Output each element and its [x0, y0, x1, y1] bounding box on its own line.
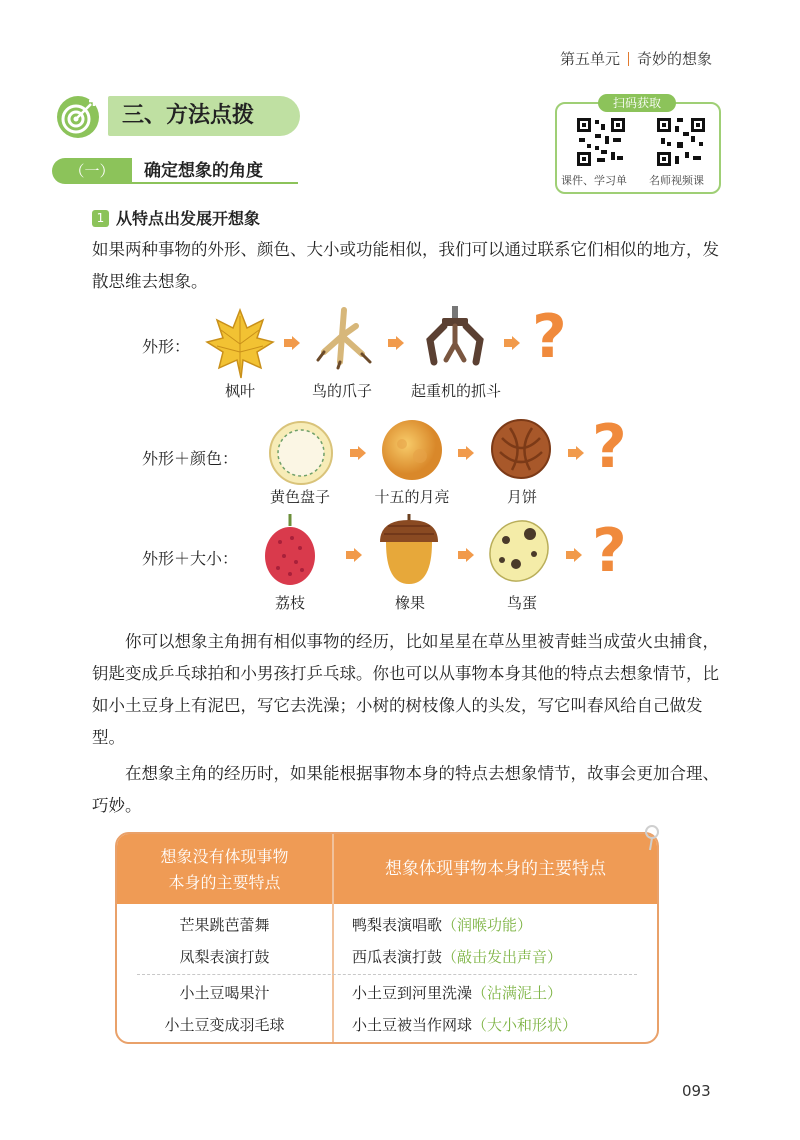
cell-text: 小土豆被当作网球 — [352, 1016, 473, 1034]
section-title: 三、方法点拨 — [108, 96, 300, 136]
cell-text: 小土豆到河里洗澡 — [352, 984, 473, 1002]
lychee-icon — [262, 512, 318, 588]
row-label-shape: 外形： — [142, 337, 191, 356]
unit-topic: 奇妙的想象 — [637, 50, 713, 68]
header-divider — [628, 52, 629, 66]
pin-icon — [640, 822, 664, 852]
item-label: 黄色盘子 — [269, 488, 330, 506]
question-mark: ? — [592, 412, 627, 482]
mooncake-icon — [490, 418, 552, 480]
page-number: 093 — [682, 1082, 711, 1100]
item-label: 鸟的爪子 — [311, 382, 372, 400]
qr-panel — [555, 102, 721, 194]
arrow-icon — [458, 446, 474, 460]
cell-text: 鸭梨表演唱歌 — [352, 916, 443, 934]
question-mark: ? — [592, 516, 627, 586]
cell-text: 西瓜表演打鼓 — [352, 948, 443, 966]
table-row-divider — [137, 974, 637, 975]
item-label: 鸟蛋 — [506, 594, 537, 612]
table-row: 芒果跳芭蕾舞 — [179, 916, 270, 934]
table-row: 小土豆变成羽毛球 — [164, 1016, 285, 1034]
table-row: 凤梨表演打鼓 — [179, 948, 270, 966]
body-paragraph-1: 你可以想象主角拥有相似事物的经历，比如星星在草丛里被青蛙当成萤火虫捕食，钥匙变成乒乓球拍和小男孩打乒乓球。你也可以从事物本身其他的特点去想象情节，比如小土豆身上有泥巴，写它去洗澡；小树的树枝像人的头发，写它叫春风给自己做发型。 — [92, 632, 719, 747]
subsection-title: 确定想象的角度 — [130, 158, 298, 184]
row-label-shape-size: 外形＋大小： — [142, 549, 239, 568]
item-label: 十五的月亮 — [374, 488, 450, 506]
cell-note: （敲击发出声音） — [442, 948, 563, 966]
body-paragraph-2: 在想象主角的经历时，如果能根据事物本身的特点去想象情节，故事会更加合理、巧妙。 — [92, 764, 719, 815]
arrow-icon — [566, 548, 582, 562]
item-label: 起重机的抓斗 — [410, 382, 501, 400]
item-label: 枫叶 — [224, 382, 255, 400]
arrow-icon — [568, 446, 584, 460]
acorn-icon — [376, 512, 442, 588]
cell-note: （润喉功能） — [442, 916, 533, 934]
qr-code-video[interactable] — [655, 116, 707, 168]
header-col1-line1: 想象没有体现事物 — [160, 847, 289, 866]
comparison-table — [115, 832, 659, 1044]
qr-left-label: 课件、学习单 — [561, 174, 627, 187]
table-row — [352, 982, 562, 1003]
point-title: 从特点出发展开想象 — [116, 209, 261, 228]
table-row — [352, 946, 562, 967]
table-row: 小土豆喝果汁 — [179, 984, 270, 1002]
table-header-col2: 想象体现事物本身的主要特点 — [385, 859, 606, 879]
arrow-icon — [350, 446, 366, 460]
item-label: 月饼 — [506, 488, 537, 506]
table-header-col1 — [117, 844, 332, 896]
item-label: 橡果 — [394, 594, 425, 612]
item-label: 荔枝 — [274, 594, 305, 612]
subsection-tag: （一） — [52, 158, 132, 184]
qr-right-label: 名师视频课 — [649, 174, 704, 187]
row-label-shape-color: 外形＋颜色： — [142, 449, 239, 468]
arrow-icon — [284, 336, 300, 350]
header-col1-line2: 本身的主要特点 — [168, 873, 281, 892]
intro-paragraph: 如果两种事物的外形、颜色、大小或功能相似，我们可以通过联系它们相似的地方，发散思维去想象。 — [92, 240, 719, 291]
crane-grab-icon — [422, 304, 488, 370]
table-row — [352, 914, 532, 935]
qr-code-courseware[interactable] — [575, 116, 627, 168]
arrow-icon — [388, 336, 404, 350]
point-number-badge: 1 — [92, 210, 109, 227]
yellow-plate-icon — [268, 420, 334, 486]
table-row — [352, 1014, 577, 1035]
arrow-icon — [458, 548, 474, 562]
question-mark: ? — [532, 302, 567, 372]
bird-claw-icon — [312, 306, 376, 370]
target-icon — [56, 95, 100, 139]
arrow-icon — [346, 548, 362, 562]
cell-note: （沾满泥土） — [472, 984, 563, 1002]
full-moon-icon — [380, 418, 444, 482]
running-header — [560, 48, 712, 69]
arrow-icon — [504, 336, 520, 350]
maple-leaf-icon — [205, 308, 275, 380]
bird-egg-icon — [486, 518, 552, 584]
cell-note: （大小和形状） — [472, 1016, 578, 1034]
unit-label: 第五单元 — [560, 50, 621, 68]
qr-tag: 扫码获取 — [598, 94, 676, 112]
